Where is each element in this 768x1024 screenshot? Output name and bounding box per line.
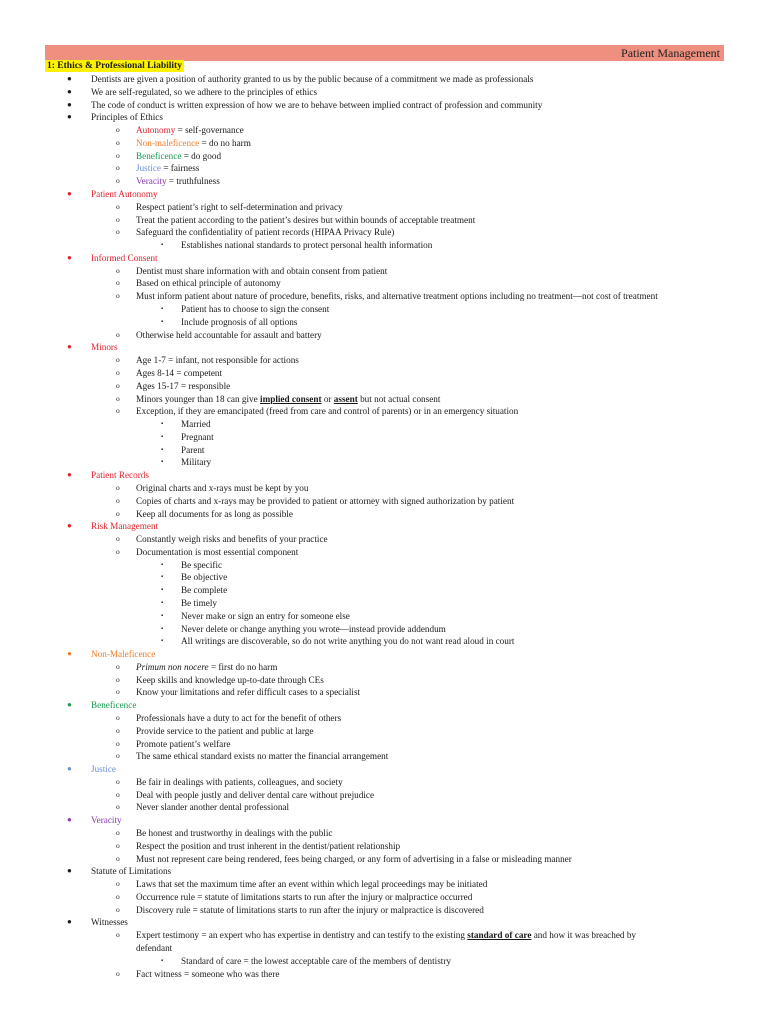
bullet-icon: o (116, 904, 120, 914)
list-item: o Promote patient’s welfare (116, 738, 231, 749)
bullet-icon: o (116, 380, 120, 390)
list-item: o Veracity = truthfulness (116, 176, 220, 187)
list-item: ▪ Married (161, 419, 211, 430)
list-item: o Documentation is most essential component (116, 546, 299, 557)
list-item: o Fact witness = someone who was there (116, 968, 280, 979)
list-item: ▪ Never make or sign an entry for someone else (161, 610, 350, 621)
bullet-icon: o (116, 674, 120, 684)
bullet-icon: o (116, 840, 120, 850)
list-item: o Expert testimony = an expert who has expertise in dentistry and can testify to the existing standard of care and how it was breached by (116, 930, 637, 941)
bullet-icon: ▪ (161, 306, 164, 313)
list-item: o Be honest and trustworthy in dealings with the public (116, 828, 333, 839)
bullet-icon: ▪ (161, 587, 164, 594)
bullet-icon: ▪ (161, 318, 164, 325)
list-item: o Copies of charts and x-rays may be provided to patient or attorney with signed authorization by patient (116, 495, 515, 506)
bullet-icon: ▪ (161, 599, 164, 606)
bullet-icon: ▪ (161, 612, 164, 619)
list-item: ▪ Be objective (161, 572, 228, 583)
list-item: o Otherwise held accountable for assault and battery (116, 329, 322, 340)
list-item: o Exception, if they are emancipated (freed from care and control of parents) or in an emergency situation (116, 406, 519, 417)
list-item: ● We are self-regulated, so we adhere to the principles of ethics (67, 86, 318, 97)
list-item: ▪ Be specific (161, 559, 223, 570)
bullet-icon: o (116, 201, 120, 211)
list-item: o Never slander another dental professional (116, 802, 290, 813)
list-item: ▪ Establishes national standards to protect personal health information (161, 240, 433, 251)
bullet-icon: ▪ (161, 957, 164, 964)
list-item: ● Non-Maleficence (67, 649, 156, 660)
bullet-icon: ▪ (161, 459, 164, 466)
bullet-icon: ● (67, 470, 72, 480)
list-item: o Beneficence = do good (116, 150, 222, 161)
bullet-icon: o (116, 214, 120, 224)
bullet-icon: o (116, 968, 120, 978)
bullet-icon: o (116, 137, 120, 147)
bullet-icon: o (116, 802, 120, 812)
list-item: o Age 1-7 = infant, not responsible for actions (116, 355, 299, 366)
list-item: o Treat the patient according to the patient’s desires but within bounds of acceptable treatment (116, 214, 476, 225)
bullet-icon: o (116, 725, 120, 735)
list-item: ▪ Military (161, 457, 212, 468)
list-item: ● Principles of Ethics (67, 112, 163, 123)
list-item: o Keep all documents for as long as possible (116, 508, 293, 519)
bullet-icon: o (116, 291, 120, 301)
list-item: o Deal with people justly and deliver dental care without prejudice (116, 789, 375, 800)
bullet-icon: ● (67, 866, 72, 876)
bullet-icon: ● (67, 99, 72, 109)
list-item: o Safeguard the confidentiality of patient records (HIPAA Privacy Rule) (116, 227, 395, 238)
list-item: ▪ Include prognosis of all options (161, 316, 298, 327)
list-item: ▪ Pregnant (161, 431, 214, 442)
list-item: ● Risk Management (67, 521, 159, 532)
bullet-icon: ● (67, 189, 72, 199)
list-item: o Ages 15-17 = responsible (116, 380, 231, 391)
bullet-icon: ● (67, 112, 72, 122)
list-item: o Occurrence rule = statute of limitations starts to run after the injury or malpractice occurred (116, 891, 473, 902)
list-item: ● Patient Records (67, 470, 149, 481)
bullet-icon: o (116, 278, 120, 288)
list-item: o Autonomy = self-governance (116, 125, 244, 136)
list-item: o Keep skills and knowledge up-to-date through CEs (116, 674, 324, 685)
bullet-icon: o (116, 393, 120, 403)
list-item: o Ages 8-14 = competent (116, 367, 223, 378)
list-item: ● Dentists are given a position of authority granted to us by the public because of a commitment we made as professionals (67, 74, 534, 84)
list-item: o Based on ethical principle of autonomy (116, 278, 281, 289)
list-item: o Know your limitations and refer difficult cases to a specialist (116, 687, 361, 698)
bullet-icon: o (116, 879, 120, 889)
list-item: o Must inform patient about nature of procedure, benefits, risks, and alternative treatment options including no treatment—not cost of treatment (116, 291, 658, 302)
list-item: ● Justice (67, 764, 117, 775)
list-item: o Primum non nocere = first do no harm (116, 661, 278, 672)
bullet-icon: o (116, 546, 120, 556)
bullet-icon: o (116, 687, 120, 697)
bullet-icon: o (116, 828, 120, 838)
bullet-icon: o (116, 125, 120, 135)
bullet-icon: ● (67, 815, 72, 825)
bullet-icon: o (116, 355, 120, 365)
list-item: o Professionals have a duty to act for the benefit of others (116, 713, 342, 723)
bullet-icon: o (116, 406, 120, 416)
list-item: o Respect the position and trust inherent in the dentist/patient relationship (116, 840, 401, 851)
bullet-icon: o (116, 508, 120, 518)
list-item: ● Patient Autonomy (67, 189, 158, 200)
section-heading: 1: Ethics & Professional Liability (47, 61, 182, 71)
bullet-icon: o (116, 930, 120, 940)
bullet-icon: ▪ (161, 638, 164, 645)
list-item: ▪ Be complete (161, 585, 228, 596)
bullet-icon: o (116, 227, 120, 237)
list-item: o Minors younger than 18 can give implied consent or assent but not actual consent (116, 393, 441, 404)
list-item: defendant (136, 943, 173, 954)
list-item: ● Statute of Limitations (67, 866, 172, 877)
bullet-icon: o (116, 367, 120, 377)
page-title: Patient Management (621, 46, 720, 60)
bullet-icon: o (116, 751, 120, 761)
bullet-icon: o (116, 661, 120, 671)
bullet-icon: ● (67, 764, 72, 774)
bullet-icon: ▪ (161, 446, 164, 453)
list-item: ● Informed Consent (67, 252, 158, 263)
list-item: o Laws that set the maximum time after an event within which legal proceedings may be initiated (116, 879, 488, 890)
bullet-icon: ● (67, 86, 72, 96)
bullet-icon: o (116, 482, 120, 492)
bullet-icon: o (116, 738, 120, 748)
bullet-icon: o (116, 534, 120, 544)
bullet-icon: o (116, 713, 120, 722)
list-item: o Respect patient’s right to self-determination and privacy (116, 201, 343, 212)
bullet-icon: ▪ (161, 433, 164, 440)
bullet-icon: ● (67, 252, 72, 262)
bullet-icon: o (116, 329, 120, 339)
bullet-icon: o (116, 176, 120, 186)
list-item: ● Witnesses (67, 917, 128, 928)
bullet-icon: ● (67, 700, 72, 710)
list-item: ● Beneficence (67, 700, 137, 711)
bullet-icon: ● (67, 74, 72, 83)
bullet-icon: o (116, 495, 120, 505)
list-item: o The same ethical standard exists no matter the financial arrangement (116, 751, 389, 762)
bullet-icon: o (116, 853, 120, 863)
bullet-icon: ▪ (161, 625, 164, 632)
list-item: o Original charts and x-rays must be kept by you (116, 482, 309, 493)
list-item: o Justice = fairness (116, 163, 200, 174)
list-item: o Dentist must share information with and obtain consent from patient (116, 265, 388, 276)
bullet-icon: ● (67, 649, 72, 659)
bullet-icon: ▪ (161, 242, 164, 249)
header-banner (45, 45, 724, 61)
list-item: ● Minors (67, 342, 118, 353)
bullet-icon: o (116, 776, 120, 786)
bullet-icon: o (116, 265, 120, 275)
list-item: o Discovery rule = statute of limitations starts to run after the injury or malpractice is discovered (116, 904, 484, 915)
list-item: ● The code of conduct is written expression of how we are to behave between implied contract of profession and community (67, 99, 543, 110)
list-item: o Constantly weigh risks and benefits of your practice (116, 534, 328, 545)
bullet-icon: ▪ (161, 574, 164, 581)
list-item: o Must not represent care being rendered, fees being charged, or any form of advertising in a false or misleading manner (116, 853, 572, 864)
bullet-icon: ● (67, 917, 72, 927)
bullet-icon: o (116, 150, 120, 160)
bullet-icon: ▪ (161, 421, 164, 428)
bullet-icon: o (116, 789, 120, 799)
list-item: ▪ All writings are discoverable, so do not write anything you do not want read aloud in court (161, 636, 515, 647)
bullet-icon: o (116, 163, 120, 173)
list-item: o Provide service to the patient and public at large (116, 725, 314, 736)
list-item: ▪ Never delete or change anything you wrote—instead provide addendum (161, 623, 446, 634)
bullet-icon: o (116, 891, 120, 901)
bullet-icon: ● (67, 342, 72, 352)
list-item: ▪ Patient has to choose to sign the consent (161, 304, 330, 315)
bullet-icon: ● (67, 521, 72, 531)
list-item: ▪ Standard of care = the lowest acceptable care of the members of dentistry (161, 955, 451, 966)
list-item: ● Veracity (67, 815, 122, 826)
list-item: ▪ Be timely (161, 597, 217, 608)
bullet-icon: ▪ (161, 561, 164, 568)
list-item: ▪ Parent (161, 444, 205, 455)
list-item: o Be fair in dealings with patients, colleagues, and society (116, 776, 343, 787)
list-item: o Non-maleficence = do no harm (116, 137, 251, 148)
